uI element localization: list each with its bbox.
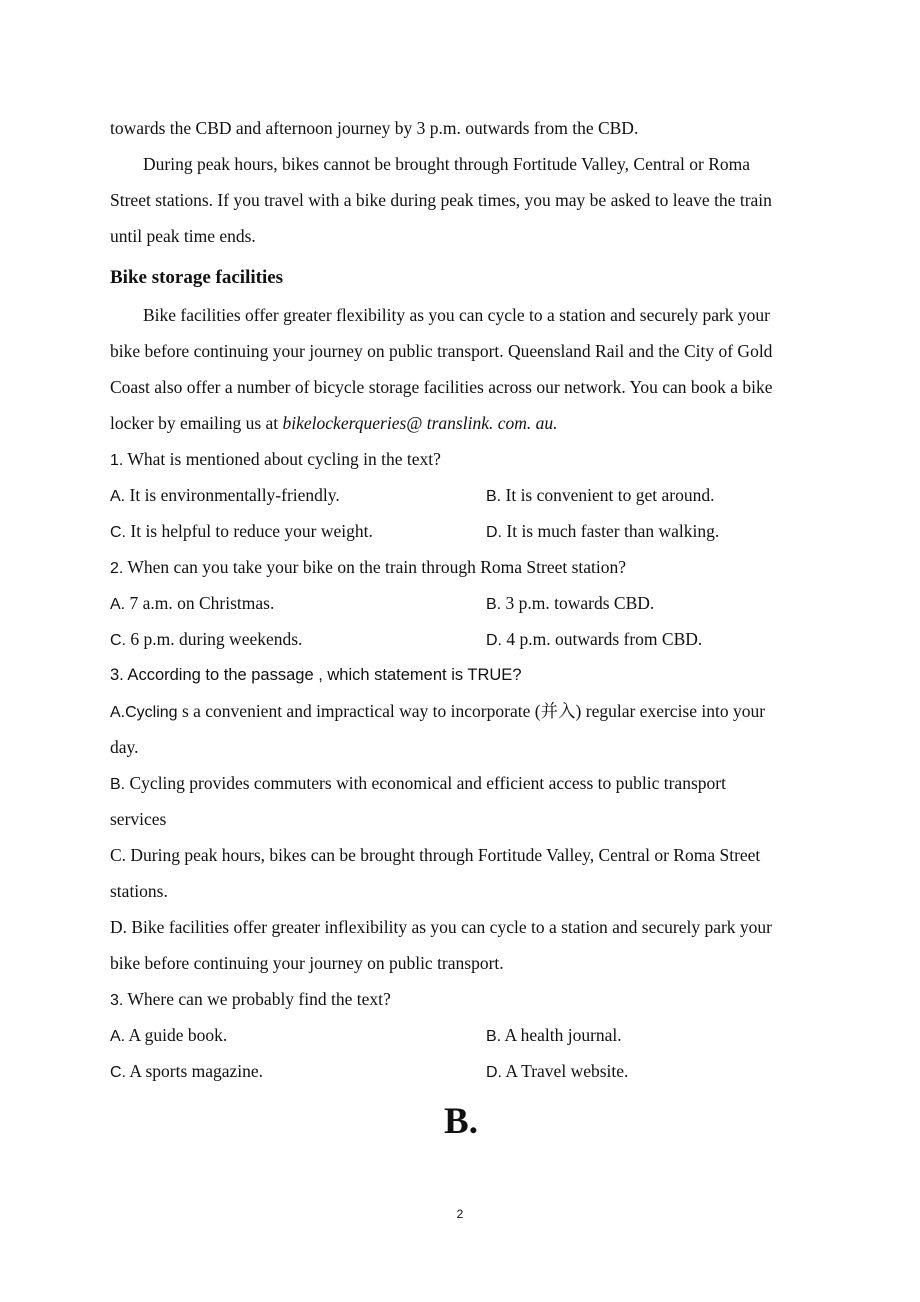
option-text: It is much faster than walking. (502, 521, 720, 541)
option-label: C. (110, 524, 126, 541)
passage-line: Street stations. If you travel with a bike during peak times, you may be asked to leave the train (110, 190, 772, 210)
option-c-line: C. During peak hours, bikes can be brought through Fortitude Valley, Central or Roma Street (110, 845, 761, 865)
question-text: What is mentioned about cycling in the text? (123, 449, 441, 469)
option-row (110, 513, 812, 549)
option-text: Cycling provides commuters with economical and efficient access to public transport (125, 773, 726, 793)
option-d-line: D. Bike facilities offer greater inflexibility as you can cycle to a station and securely park your (110, 917, 773, 937)
email-address: bikelockerqueries@ translink. com. au. (282, 413, 558, 433)
passage-line: Coast also offer a number of bicycle storage facilities across our network. You can book a bike (110, 377, 773, 397)
option-label: A.Cycling (110, 704, 178, 721)
option-label: B. (486, 1028, 502, 1045)
question-text: Where can we probably find the text? (123, 989, 391, 1009)
option-row (110, 477, 812, 513)
option-text: It is helpful to reduce your weight. (126, 521, 373, 541)
option-text: 6 p.m. during weekends. (126, 629, 303, 649)
passage-line: Bike facilities offer greater flexibility as you can cycle to a station and securely park your (143, 305, 771, 325)
option-row (110, 585, 812, 621)
question-number: 1. (110, 452, 124, 469)
option-row (110, 1017, 812, 1053)
passage-text: locker by emailing us at (110, 413, 283, 433)
option-label: A. (110, 488, 126, 505)
option-b (486, 585, 812, 621)
option-text: A health journal. (501, 1025, 622, 1045)
option-a-line: day. (110, 737, 139, 757)
option-d (486, 621, 812, 657)
passage-line: towards the CBD and afternoon journey by 3 p.m. outwards from the CBD. (110, 118, 639, 138)
option-text: s a convenient and impractical way to incorporate (并入) regular exercise into your (177, 701, 766, 721)
option-label: C. (110, 1064, 126, 1081)
option-label: A. (110, 1028, 126, 1045)
section-heading: Bike storage facilities (110, 267, 284, 288)
document-page (110, 110, 812, 1147)
section-label: B. (444, 1101, 478, 1142)
option-text: A Travel website. (502, 1061, 629, 1081)
option-a (110, 477, 486, 513)
question-stem: 3. According to the passage , which statement is TRUE? (110, 666, 522, 684)
option-b (486, 1017, 812, 1053)
option-b-line (110, 765, 812, 801)
option-text: It is convenient to get around. (501, 485, 715, 505)
option-d-line: bike before continuing your journey on public transport. (110, 953, 504, 973)
question-stem (110, 549, 812, 585)
passage-line: bike before continuing your journey on public transport. Queensland Rail and the City of Gold (110, 341, 773, 361)
option-c (110, 621, 486, 657)
passage-line: until peak time ends. (110, 226, 256, 246)
question-number: 3. (110, 992, 124, 1009)
question-stem (110, 441, 812, 477)
option-text: It is environmentally-friendly. (125, 485, 340, 505)
option-text: A sports magazine. (126, 1061, 264, 1081)
option-a-line (110, 693, 812, 729)
option-row (110, 621, 812, 657)
question-stem (110, 981, 812, 1017)
option-d (486, 513, 812, 549)
option-label: B. (486, 488, 502, 505)
option-label: D. (486, 524, 502, 541)
option-text: A guide book. (125, 1025, 228, 1045)
option-label: A. (110, 596, 126, 613)
option-label: C. (110, 632, 126, 649)
option-label: B. (110, 776, 126, 793)
question-text: When can you take your bike on the train through Roma Street station? (123, 557, 627, 577)
option-b (486, 477, 812, 513)
passage-line (110, 405, 812, 441)
option-c-line: stations. (110, 881, 168, 901)
option-d (486, 1053, 812, 1089)
option-text: 4 p.m. outwards from CBD. (502, 629, 703, 649)
option-b-line: services (110, 809, 167, 829)
question-number: 2. (110, 560, 124, 577)
option-c (110, 513, 486, 549)
option-text: 7 a.m. on Christmas. (125, 593, 275, 613)
option-label: B. (486, 596, 502, 613)
option-label: D. (486, 1064, 502, 1081)
option-a (110, 1017, 486, 1053)
option-text: 3 p.m. towards CBD. (501, 593, 655, 613)
page-number: 2 (456, 1207, 464, 1221)
option-row (110, 1053, 812, 1089)
option-label: D. (486, 632, 502, 649)
passage-line: During peak hours, bikes cannot be brought through Fortitude Valley, Central or Roma (143, 154, 751, 174)
option-a (110, 585, 486, 621)
option-c (110, 1053, 486, 1089)
